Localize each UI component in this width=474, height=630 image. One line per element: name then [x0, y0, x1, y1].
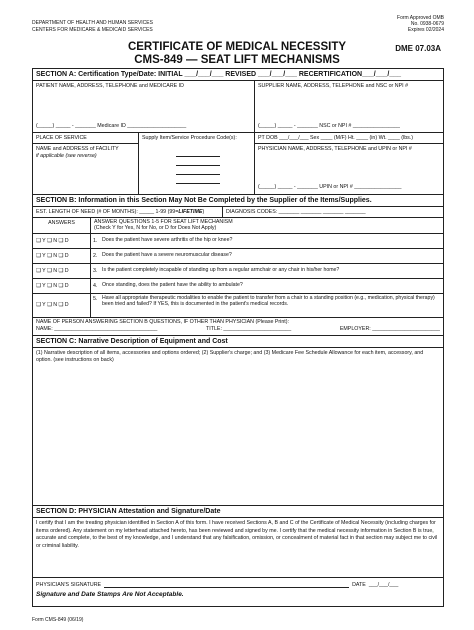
question-row-2 [33, 249, 443, 264]
place-of-service-field[interactable] [33, 133, 138, 144]
length-of-need-close: ) [202, 209, 205, 215]
physician-info-label: PHYSICIAN NAME, ADDRESS, TELEPHONE and UPIN or NPI # [258, 146, 412, 152]
form-code: DME 07.03A [395, 44, 441, 53]
answer-choices-q2[interactable]: ❑ Y ❑ N ❑ D [33, 249, 91, 263]
supplier-phone-line: (_____) _____ - _______ NSC or NPI # ________________ [258, 123, 400, 130]
omb-line-3: Expires 02/2024 [407, 27, 444, 34]
physician-phone-line: (_____) _____ - _______ UPIN or NPI # ________________ [258, 184, 402, 191]
place-of-service-label: PLACE OF SERVICE [36, 135, 87, 141]
patient-phone-line: (_____) _____ - _______ Medicare ID ____________________ [36, 123, 187, 130]
agency-header [32, 20, 153, 33]
service-physician-row [33, 133, 443, 195]
facility-label: NAME and ADDRESS of FACILITY [36, 146, 119, 152]
question-row-4 [33, 279, 443, 294]
lifetime-label: LIFETIME [178, 209, 203, 215]
answerer-title-field[interactable]: TITLE: _______________________ [206, 326, 292, 332]
questions-instructions [91, 218, 443, 233]
length-diagnosis-row [33, 207, 443, 218]
agency-line-2: CENTERS FOR MEDICARE & MEDICAID SERVICES [32, 26, 153, 33]
stamp-warning: Signature and Date Stamps Are Not Acceptable. [36, 591, 184, 598]
omb-line-2: No. 0938-0679 [410, 21, 444, 28]
signature-label: PHYSICIAN'S SIGNATURE [36, 582, 102, 588]
question-number: 4. [93, 283, 98, 289]
question-row-5 [33, 294, 443, 318]
instructions-line-2: (Check Y for Yes, N for No, or D for Does Not Apply) [94, 225, 217, 231]
hcpcs-line[interactable] [176, 175, 220, 184]
answer-choices-q5[interactable]: ❑ Y ❑ N ❑ D [33, 294, 91, 317]
patient-info-label: PATIENT NAME, ADDRESS, TELEPHONE and MEDICARE ID [36, 83, 184, 89]
diagnosis-codes-field[interactable]: DIAGNOSIS CODES: _______ _______ _______ _______ [226, 209, 366, 215]
answerer-label: NAME OF PERSON ANSWERING SECTION B QUESTIONS, IF OTHER THAN PHYSICIAN (Please Print): [36, 319, 290, 325]
question-number: 1. [93, 238, 98, 244]
answer-choices-q3[interactable]: ❑ Y ❑ N ❑ D [33, 264, 91, 278]
date-field[interactable]: ___/___/___ [368, 582, 399, 588]
signature-area [33, 578, 443, 606]
form-number: Form CMS-849 (06/19) [32, 617, 84, 623]
question-text: Does the patient have a severe neuromuscular disease? [102, 252, 232, 258]
narrative-instructions: (1) Narrative description of all items, accessories and options ordered; (2) Supplier's charge; and (3) Medicare Fee Schedule Allowance for each item, accessory, and option. (see instructions on back) [36, 350, 424, 363]
service-facility-column [33, 133, 139, 194]
cmn-form [32, 68, 444, 607]
question-text: Once standing, does the patient have the ability to ambulate? [102, 282, 243, 288]
signature-line[interactable] [104, 582, 349, 588]
answer-choices-q1[interactable]: ❑ Y ❑ N ❑ D [33, 234, 91, 248]
omb-approval [397, 15, 444, 34]
section-c-narrative[interactable] [33, 348, 443, 506]
section-c-header: SECTION C: Narrative Description of Equipment and Cost [33, 336, 443, 348]
supplier-info-label: SUPPLIER NAME, ADDRESS, TELEPHONE and NSC or NPI # [258, 83, 409, 89]
facility-note: if applicable (see reverse) [36, 152, 97, 159]
date-label: DATE [352, 582, 366, 588]
hcpcs-label: Supply Item/Service Procedure Code(s): [142, 135, 237, 141]
answers-header: ANSWERS [33, 218, 91, 233]
patient-supplier-row [33, 81, 443, 133]
physician-info-field[interactable] [255, 144, 443, 194]
length-of-need-label: EST. LENGTH OF NEED (# OF MONTHS): _____ 1-99 (99= [36, 209, 179, 215]
hcpcs-field [139, 133, 255, 194]
section-d-header: SECTION D: PHYSICIAN Attestation and Signature/Date [33, 506, 443, 518]
hcpcs-line[interactable] [176, 148, 220, 157]
answerer-fields [36, 326, 440, 333]
hcpcs-lines [176, 148, 251, 184]
question-number: 5. [93, 296, 98, 302]
answer-choices-q4[interactable]: ❑ Y ❑ N ❑ D [33, 279, 91, 293]
section-a-header: SECTION A: Certification Type/Date: INITIAL ___/___/___ REVISED ___/___/___ RECERTIFICATION___/___/___ [33, 69, 443, 81]
questions-header-row [33, 218, 443, 234]
patient-info-field[interactable] [33, 81, 255, 132]
question-text: Have all appropriate therapeutic modalities to enable the patient to transfer from a chair to a standing position (e.g., medication, physical therapy) been tried and failed? If YES, this is documented in the patient's medical records. [102, 295, 435, 307]
answerer-name-field[interactable]: NAME: ___________________________________ [36, 326, 158, 332]
supplier-info-field[interactable] [255, 81, 443, 132]
hcpcs-line[interactable] [176, 157, 220, 166]
facility-field[interactable] [33, 144, 138, 161]
section-b-header: SECTION B: Information in this Section May Not Be Completed by the Supplier of the Items/Supplies. [33, 195, 443, 207]
signature-row [36, 582, 440, 588]
question-number: 3. [93, 268, 98, 274]
question-text: Does the patient have severe arthritis of the hip or knee? [102, 237, 233, 243]
attestation-text: I certify that I am the treating physician identified in Section A of this form. I have received Sections A, B and C of the Certificate of Medical Necessity (including charges for items ordered). Any statement on my letterhead attached hereto, has been reviewed and signed by me. I certify that the medical necessity information in Section B is true, accurate and complete, to the best of my knowledge, and I understand that any falsification, omission, or concealment of material fact in that section may subject me to civil or criminal liability. [33, 518, 443, 578]
answerer-employer-field[interactable]: EMPLOYER: _______________________ [339, 326, 440, 332]
hcpcs-line[interactable] [176, 166, 220, 175]
question-row-1 [33, 234, 443, 249]
patient-dob-sex-height-weight[interactable]: PT DOB ___/___/___ Sex ____ (M/F) Ht. ____ (in) Wt. ____ (lbs.) [255, 133, 443, 144]
physician-column [255, 133, 443, 194]
instructions-line-1: ANSWER QUESTIONS 1-5 FOR SEAT LIFT MECHANISM [94, 219, 233, 225]
form-title-line-1: CERTIFICATE OF MEDICAL NECESSITY [127, 41, 347, 53]
omb-line-1: Form Approved OMB [397, 15, 444, 21]
question-number: 2. [93, 253, 98, 259]
answerer-row [33, 318, 443, 336]
length-of-need-field[interactable] [33, 207, 223, 217]
form-title-line-2: CMS-849 — SEAT LIFT MECHANISMS [134, 54, 340, 66]
question-row-3 [33, 264, 443, 279]
agency-line-1: DEPARTMENT OF HEALTH AND HUMAN SERVICES [32, 20, 153, 26]
question-text: Is the patient completely incapable of standing up from a regular armchair or any chair in his/her home? [102, 267, 340, 273]
